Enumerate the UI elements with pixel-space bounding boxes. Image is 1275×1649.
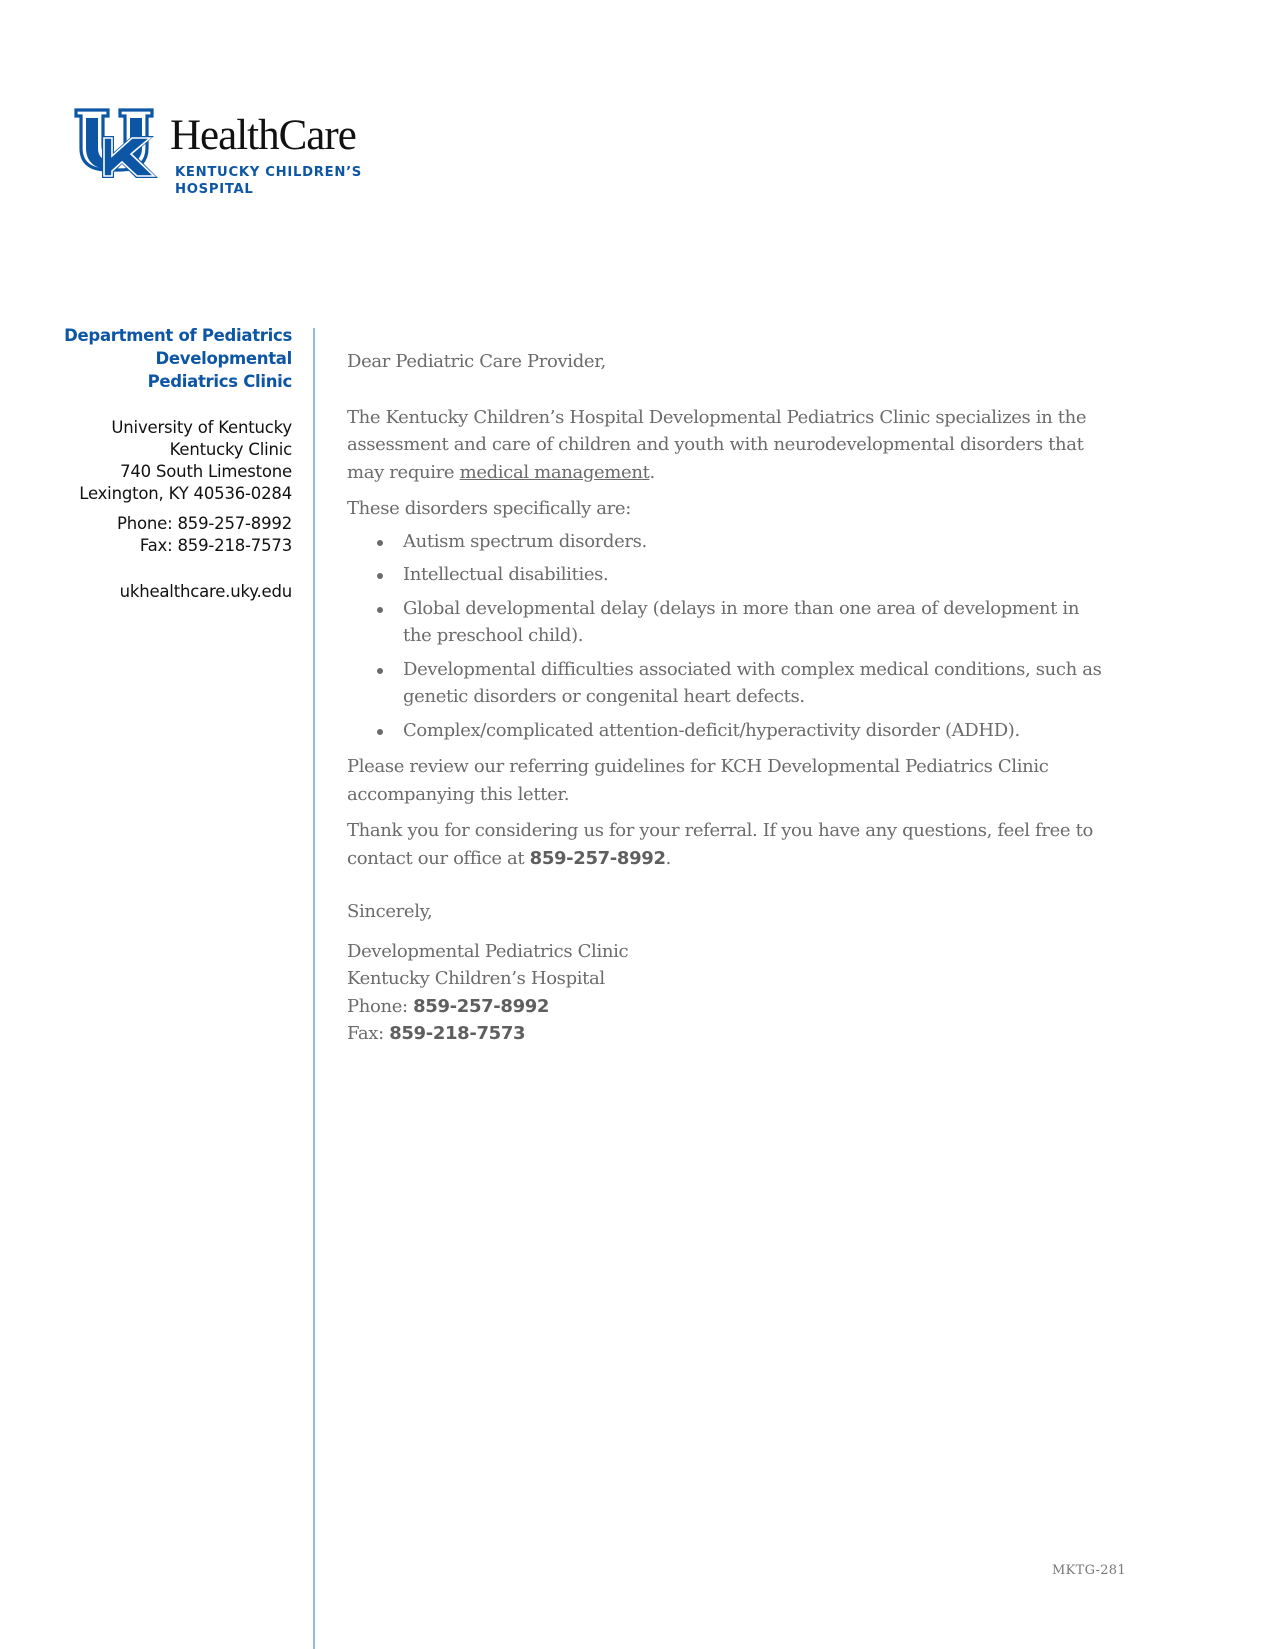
contact-numbers (60, 513, 292, 557)
intro-period: . (649, 461, 655, 483)
signature-phone-label: Phone: (347, 995, 414, 1017)
list-item: Developmental difficulties associated with complex medical conditions, such as genetic disorders or congenital heart defects. (403, 656, 1107, 711)
sidebar-phone: Phone: 859-257-8992 (116, 514, 292, 533)
office-phone: 859-257-8992 (529, 847, 666, 869)
signature-fax (347, 1020, 1107, 1048)
sidebar-fax: Fax: 859-218-7573 (139, 536, 292, 555)
uk-logo-icon (74, 108, 160, 180)
closing: Sincerely, (347, 901, 433, 922)
thanks-paragraph (347, 817, 1107, 872)
signature-fax-label: Fax: (347, 1023, 390, 1044)
signature-phone-number: 859-257-8992 (413, 995, 550, 1017)
disorders-list (347, 528, 1107, 745)
department-line-3: Pediatrics Clinic (147, 372, 292, 391)
greeting: Dear Pediatric Care Provider, (347, 351, 606, 372)
thanks-period: . (665, 847, 672, 869)
department-line-2: Developmental (155, 349, 292, 368)
department-name (60, 324, 292, 393)
signature-clinic: Developmental Pediatrics Clinic (347, 940, 629, 962)
department-line-1: Department of Pediatrics (64, 326, 292, 345)
hospital-name-line2: HOSPITAL (175, 182, 254, 197)
medical-management-link[interactable]: medical management (459, 461, 650, 483)
sidebar-divider (313, 328, 315, 1649)
signature-phone (347, 993, 1107, 1021)
signature-fax-number: 859-218-7573 (389, 1023, 526, 1044)
intro-paragraph (347, 404, 1107, 487)
uk-healthcare-logo (74, 108, 394, 200)
review-paragraph: Please review our referring guidelines for KCH Developmental Pediatrics Clinic accompanying this letter. (347, 756, 1049, 805)
address-line: University of Kentucky (111, 418, 292, 437)
signature-block (347, 938, 1107, 1048)
hospital-name-line1: KENTUCKY CHILDREN’S (175, 165, 362, 180)
list-intro: These disorders specifically are: (347, 498, 631, 519)
thanks-text: Thank you for considering us for your referral. If you have any questions, feel free to contact our office at (347, 820, 1093, 869)
address-line: Lexington, KY 40536-0284 (79, 484, 292, 503)
letterhead-sidebar (60, 324, 292, 603)
list-item: Global developmental delay (delays in more than one area of development in the preschool child). (403, 595, 1107, 650)
mailing-address (60, 417, 292, 505)
signature-hospital: Kentucky Children’s Hospital (347, 968, 605, 989)
list-item: Autism spectrum disorders. (403, 528, 1107, 556)
website-link[interactable]: ukhealthcare.uky.edu (119, 582, 292, 601)
healthcare-wordmark: HealthCare (170, 112, 356, 159)
address-line: Kentucky Clinic (169, 440, 292, 459)
intro-text: The Kentucky Children’s Hospital Developmental Pediatrics Clinic specializes in the assessment and care of children and youth with neurodevelopmental disorders that may require (347, 406, 1087, 483)
list-item: Complex/complicated attention-deficit/hyperactivity disorder (ADHD). (403, 717, 1107, 745)
list-item: Intellectual disabilities. (403, 561, 1107, 589)
hospital-name (175, 164, 362, 198)
document-code: MKTG-281 (1052, 1563, 1126, 1578)
address-line: 740 South Limestone (120, 462, 292, 481)
letter-body (347, 348, 1107, 1048)
